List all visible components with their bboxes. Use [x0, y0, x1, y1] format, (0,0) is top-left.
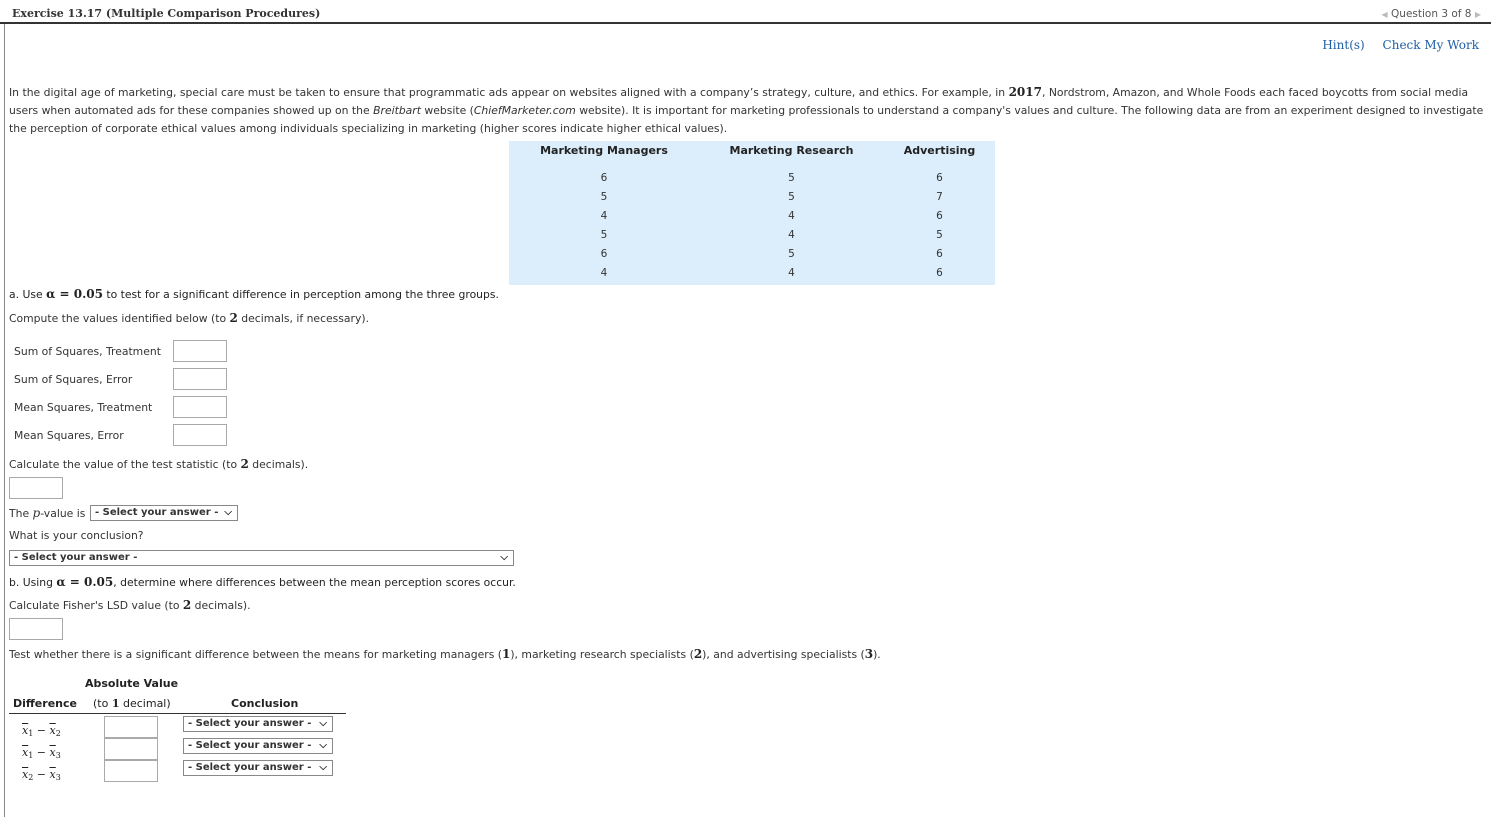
select-value: - Select your answer - — [188, 762, 312, 773]
table-cell: 6 — [936, 248, 943, 260]
intro-year: 2017 — [1008, 85, 1042, 99]
instruction-text: Compute the values identified below (to — [9, 312, 230, 325]
difference-x1-x3: $\overline{x}_1 - \overline{x}_3$ — [22, 746, 61, 760]
conclusion-1-3-select[interactable] — [183, 738, 333, 754]
part-a-prompt — [9, 287, 499, 301]
header-text: (to — [93, 697, 112, 710]
group-number: 1 — [501, 647, 511, 661]
data-table — [509, 141, 995, 285]
xbar: $\overline{x}$ — [49, 724, 56, 737]
pvalue-text: The — [9, 507, 33, 520]
group-number: 2 — [693, 647, 703, 661]
chevron-down-icon: ⌵ — [500, 552, 508, 563]
select-value: - Select your answer - — [95, 507, 219, 518]
header-decimals — [93, 697, 171, 710]
intro-text: , Nordstrom, Amazon, and Whole Foods each faced boycotts from social media users when automated ads for these companies showed up on the — [9, 86, 1469, 117]
help-links — [1308, 38, 1479, 52]
ss-error-label: Sum of Squares, Error — [14, 373, 133, 386]
ms-treatment-input[interactable] — [173, 396, 227, 418]
part-a-text: a. Use — [9, 288, 47, 301]
decimal-count: 2 — [182, 598, 192, 612]
pvalue-text: -value is — [40, 507, 86, 520]
test-statistic-input[interactable] — [9, 477, 63, 499]
instruction-text: decimals, if necessary). — [237, 312, 369, 325]
chevron-down-icon: ⌵ — [319, 718, 327, 729]
part-b-text: , determine where differences between the mean perception scores occur. — [113, 576, 516, 589]
subscript: 2 — [28, 773, 34, 782]
next-question-icon[interactable]: ▶ — [1474, 10, 1481, 19]
instruction-text: ), marketing research specialists ( — [510, 648, 694, 661]
header-text: decimal) — [119, 697, 171, 710]
intro-text: website). It is important for marketing professionals to understand a company's values and culture. The following data are from an experiment designed to investigate the perception of corporate ethical values among individuals specializing in marketing (higher scores indicate higher ethical values). — [9, 104, 1484, 135]
subscript: 3 — [55, 751, 61, 760]
column-marketing-managers — [509, 141, 699, 283]
header-absolute-value: Absolute Value — [85, 677, 179, 690]
lsd-instruction — [9, 598, 251, 612]
subscript: 2 — [55, 729, 61, 738]
table-cell: 7 — [936, 191, 943, 203]
exercise-header — [0, 0, 1491, 24]
table-cell: 5 — [936, 229, 943, 241]
xbar: $\overline{x}$ — [49, 746, 56, 759]
table-divider — [9, 713, 346, 714]
chevron-down-icon: ⌵ — [319, 740, 327, 751]
intro-text: website ( — [420, 104, 474, 117]
part-b-text: b. Using — [9, 576, 57, 589]
difference-x2-x3: $\overline{x}_2 - \overline{x}_3$ — [22, 768, 61, 782]
table-cell: 5 — [788, 172, 795, 184]
instruction-text: Calculate the value of the test statistic (to — [9, 458, 241, 471]
table-cell: 6 — [936, 172, 943, 184]
instruction-text: decimals). — [248, 458, 309, 471]
column-advertising — [884, 141, 995, 283]
xbar: $\overline{x}$ — [22, 768, 29, 781]
problem-statement — [9, 83, 1489, 138]
table-cell: 4 — [600, 210, 608, 222]
part-b-prompt — [9, 575, 516, 589]
select-value: - Select your answer - — [14, 552, 138, 563]
table-cell: 4 — [788, 229, 795, 241]
column-header: Marketing Managers — [540, 144, 668, 157]
pvalue-symbol: p — [32, 506, 41, 520]
instruction-text: ). — [873, 648, 881, 661]
decimal-count: 2 — [229, 311, 238, 325]
subscript: 1 — [28, 751, 34, 760]
difference-x1-x2: $\overline{x}_1 - \overline{x}_2$ — [22, 724, 61, 738]
select-value: - Select your answer - — [188, 718, 312, 729]
alpha-value: α = 0.05 — [46, 287, 103, 301]
conclusion-question: What is your conclusion? — [9, 529, 144, 542]
table-cell: 4 — [788, 267, 795, 279]
ms-treatment-label: Mean Squares, Treatment — [14, 401, 153, 414]
table-cell: 6 — [600, 172, 608, 184]
table-cell: 5 — [600, 229, 608, 241]
previous-question-icon[interactable]: ◀ — [1381, 10, 1388, 19]
table-cell: 6 — [936, 267, 943, 279]
decimal-count: 1 — [111, 697, 120, 710]
test-differences-instruction — [9, 647, 881, 661]
lsd-input[interactable] — [9, 618, 63, 640]
decimal-count: 2 — [240, 457, 249, 471]
abs-diff-2-3-input[interactable] — [104, 760, 158, 782]
chevron-down-icon: ⌵ — [319, 762, 327, 773]
xbar: $\overline{x}$ — [22, 746, 29, 759]
intro-text: In the digital age of marketing, special care must be taken to ensure that programmatic ads appear on websites aligned with a company’s strategy, culture, and ethics. For example, in — [9, 86, 1009, 99]
table-cell: 4 — [788, 210, 795, 222]
table-cell: 5 — [600, 191, 608, 203]
conclusion-2-3-select[interactable] — [183, 760, 333, 776]
ss-treatment-label: Sum of Squares, Treatment — [14, 345, 161, 358]
part-a-text: to test for a significant difference in perception among the three groups. — [102, 288, 499, 301]
header-difference: Difference — [13, 697, 77, 710]
question-counter: Question 3 of 8 — [1391, 8, 1472, 20]
hints-link[interactable]: Hint(s) — [1322, 38, 1365, 52]
table-cell: 5 — [788, 248, 795, 260]
intro-chiefmarketer: ChiefMarketer.com — [473, 104, 576, 117]
exercise-title: Exercise 13.17 (Multiple Comparison Procedures) — [12, 7, 321, 20]
question-navigation — [1382, 8, 1481, 20]
subscript: 3 — [55, 773, 61, 782]
column-marketing-research — [699, 141, 884, 283]
column-header: Marketing Research — [729, 144, 854, 157]
ss-error-input[interactable] — [173, 368, 227, 390]
chevron-down-icon: ⌵ — [224, 507, 232, 518]
instruction-text: decimals). — [191, 599, 251, 612]
table-cell: 4 — [600, 267, 608, 279]
select-value: - Select your answer - — [188, 740, 312, 751]
lsd-comparison-table — [9, 676, 346, 786]
instruction-text: ), and advertising specialists ( — [702, 648, 865, 661]
group-number: 3 — [864, 647, 874, 661]
test-statistic-instruction — [9, 457, 308, 471]
header-conclusion: Conclusion — [231, 697, 299, 710]
conclusion-select[interactable] — [9, 550, 514, 566]
table-cell: 6 — [936, 210, 943, 222]
ms-error-input[interactable] — [173, 424, 227, 446]
table-cell: 5 — [788, 191, 795, 203]
conclusion-1-2-select[interactable] — [183, 716, 333, 732]
abs-diff-1-2-input[interactable] — [104, 716, 158, 738]
xbar: $\overline{x}$ — [22, 724, 29, 737]
ms-error-label: Mean Squares, Error — [14, 429, 124, 442]
instruction-text: Calculate Fisher's LSD value (to — [9, 599, 183, 612]
table-cell: 6 — [600, 248, 608, 260]
compute-instruction — [9, 311, 369, 325]
check-my-work-link[interactable]: Check My Work — [1382, 38, 1479, 52]
alpha-value: α = 0.05 — [56, 575, 114, 589]
xbar: $\overline{x}$ — [49, 768, 56, 781]
intro-breitbart: Breitbart — [373, 104, 421, 117]
ss-treatment-input[interactable] — [173, 340, 227, 362]
instruction-text: Test whether there is a significant difference between the means for marketing managers ( — [9, 648, 502, 661]
pvalue-label — [9, 506, 85, 520]
pvalue-select[interactable] — [90, 505, 238, 521]
column-header: Advertising — [903, 144, 976, 157]
abs-diff-1-3-input[interactable] — [104, 738, 158, 760]
subscript: 1 — [28, 729, 34, 738]
